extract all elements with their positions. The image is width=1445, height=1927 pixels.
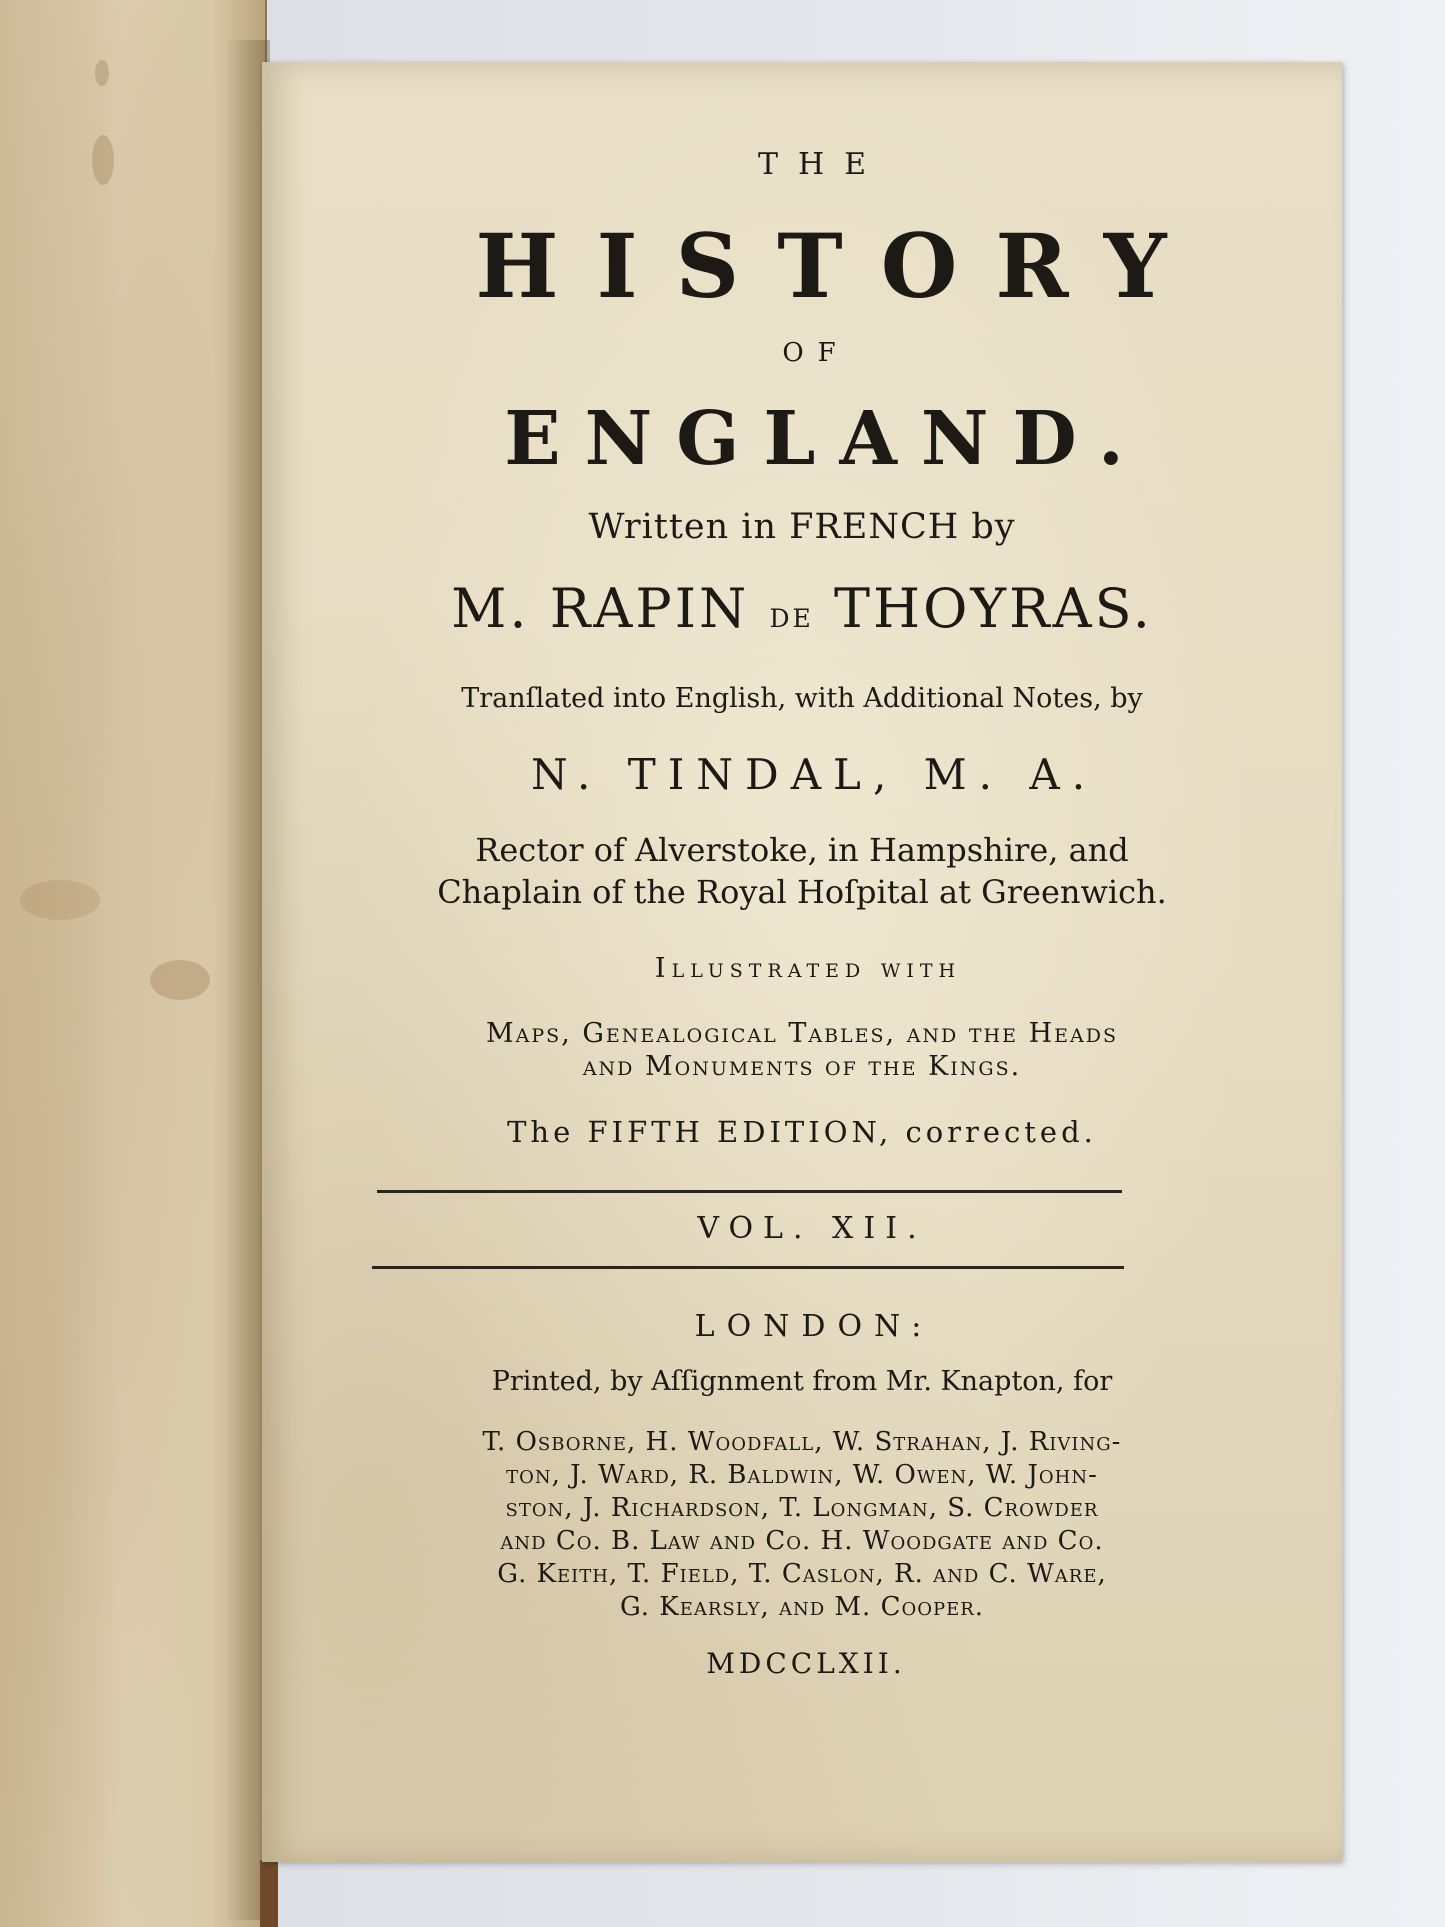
monuments-line: and Monuments of the Kings. (582, 1051, 1022, 1082)
top-rule (377, 1190, 1122, 1193)
foxing-spot (150, 960, 210, 1000)
title-page (262, 62, 1342, 1862)
author-last: THOYRAS. (833, 577, 1153, 640)
printers-line: G. Keith, T. Field, T. Caslon, R. and C. Ware, (497, 1559, 1107, 1589)
author-de: de (769, 595, 814, 636)
printers-line: ston, J. Richardson, T. Longman, S. Crowder (505, 1493, 1099, 1523)
translator-name: N. TINDAL, M. A. (530, 750, 1098, 799)
printers-line: G. Kearsly, and M. Cooper. (619, 1592, 985, 1622)
translated-line: Tranſlated into English, with Additional Notes, by (461, 683, 1143, 714)
foxing-spot (95, 60, 109, 86)
title-england: ENGLAND. (504, 396, 1148, 482)
title-of: OF (782, 338, 850, 368)
printed-line: Printed, by Aſſignment from Mr. Knapton, for (491, 1366, 1113, 1397)
printers-line: ton, J. Ward, R. Baldwin, W. Owen, W. John- (506, 1460, 1098, 1490)
bottom-rule (372, 1266, 1124, 1269)
imprint-city: LONDON: (694, 1309, 934, 1344)
printers-line: T. Osborne, H. Woodfall, W. Strahan, J. Riving- (482, 1427, 1122, 1457)
maps-line: Maps, Genealogical Tables, and the Heads (486, 1018, 1118, 1049)
printers-line: and Co. B. Law and Co. H. Woodgate and Co. (500, 1526, 1104, 1556)
title-history: HISTORY (475, 214, 1205, 318)
volume-number: VOL. XII. (697, 1211, 927, 1246)
edition-line: The FIFTH EDITION, corrected. (507, 1115, 1097, 1149)
imprint-date: MDCCLXII. (706, 1647, 906, 1680)
foxing-spot (92, 135, 114, 185)
rector-line: Rector of Alverstoke, in Hampshire, and (475, 831, 1129, 869)
written-line: Written in FRENCH by (588, 507, 1016, 547)
title-the: THE (757, 147, 887, 182)
author-first: M. RAPIN (451, 577, 750, 640)
illustrated-line: Illustrated with (654, 953, 962, 984)
spine-edge (260, 1860, 278, 1927)
chaplain-line: Chaplain of the Royal Hoſpital at Greenwich. (437, 873, 1167, 911)
foxing-spot (20, 880, 100, 920)
author-name (262, 577, 1342, 640)
